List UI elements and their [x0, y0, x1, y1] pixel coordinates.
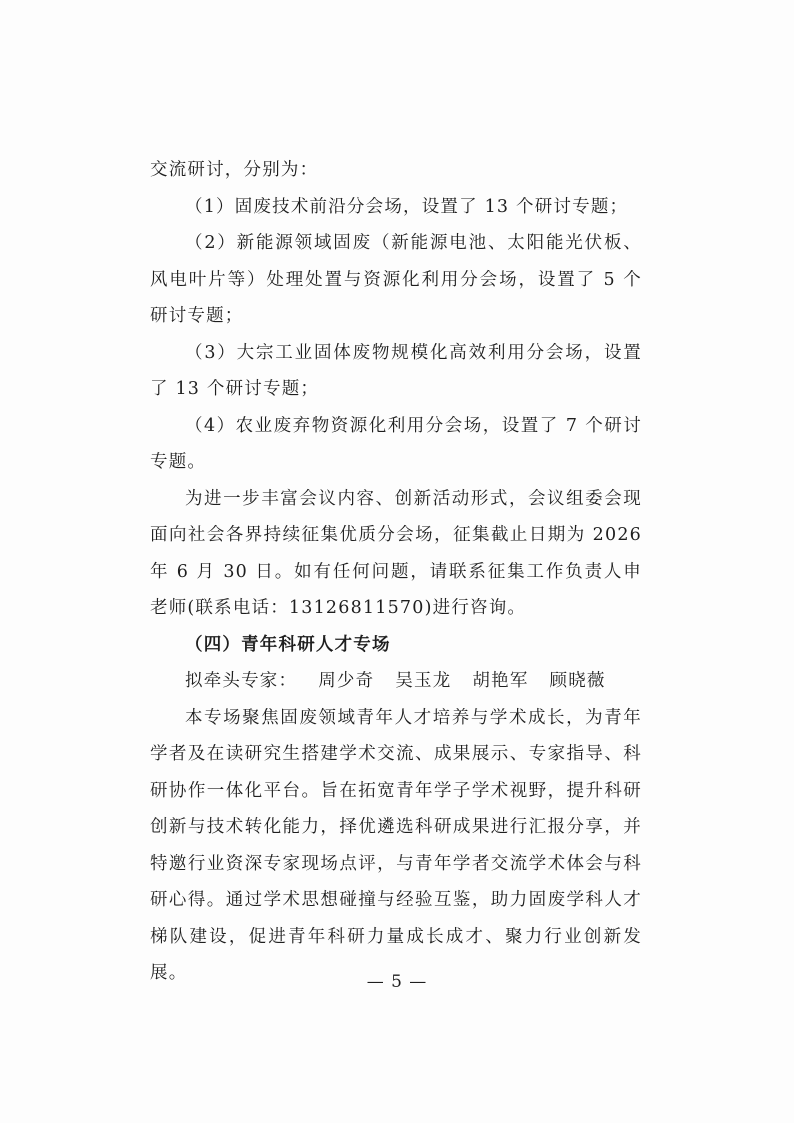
- paragraph-call-for-sessions: 为进一步丰富会议内容、创新活动形式，会议组委会现面向社会各界持续征集优质分会场，征集截止日期为 2026 年 6 月 30 日。如有任何问题，请联系征集工作负责人申老师(联系电话：13126811570)进行咨询。: [150, 488, 642, 618]
- paragraph-item-2: （2）新能源领域固废（新能源电池、太阳能光伏板、风电叶片等）处理处置与资源化利用分会场，设置了 5 个研讨专题；: [150, 233, 642, 326]
- expert-name: 周少奇: [318, 671, 375, 691]
- paragraph-intro: 交流研讨，分别为：: [150, 160, 319, 180]
- expert-name: 胡艳军: [472, 671, 529, 691]
- paragraph-item-3: （3）大宗工业固体废物规模化高效利用分会场，设置了 13 个研讨专题；: [150, 342, 642, 399]
- paragraph-session-description: 本专场聚焦固废领域青年人才培养与学术成长，为青年学者及在读研究生搭建学术交流、成果展示、专家指导、科研协作一体化平台。旨在拓宽青年学子学术视野，提升科研创新与技术转化能力，择优遴选科研成果进行汇报分享，并特邀行业资深专家现场点评，与青年学者交流学术体会与科研心得。通过学术思想碰撞与经验互鉴，助力固废学科人才梯队建设，促进青年科研力量成长成才、聚力行业创新发展。: [150, 707, 642, 983]
- experts-line: [150, 663, 642, 700]
- paragraph-item-4: （4）农业废弃物资源化利用分会场，设置了 7 个研讨专题。: [150, 415, 642, 472]
- page-number: — 5 —: [366, 972, 428, 992]
- experts-label: 拟牵头专家：: [185, 671, 298, 691]
- section-heading: （四）青年科研人才专场: [185, 634, 391, 655]
- expert-name: 吴玉龙: [395, 671, 452, 691]
- expert-name: 顾晓薇: [549, 671, 606, 691]
- paragraph-item-1: （1）固废技术前沿分会场，设置了 13 个研讨专题；: [185, 196, 629, 217]
- document-body: [150, 152, 642, 992]
